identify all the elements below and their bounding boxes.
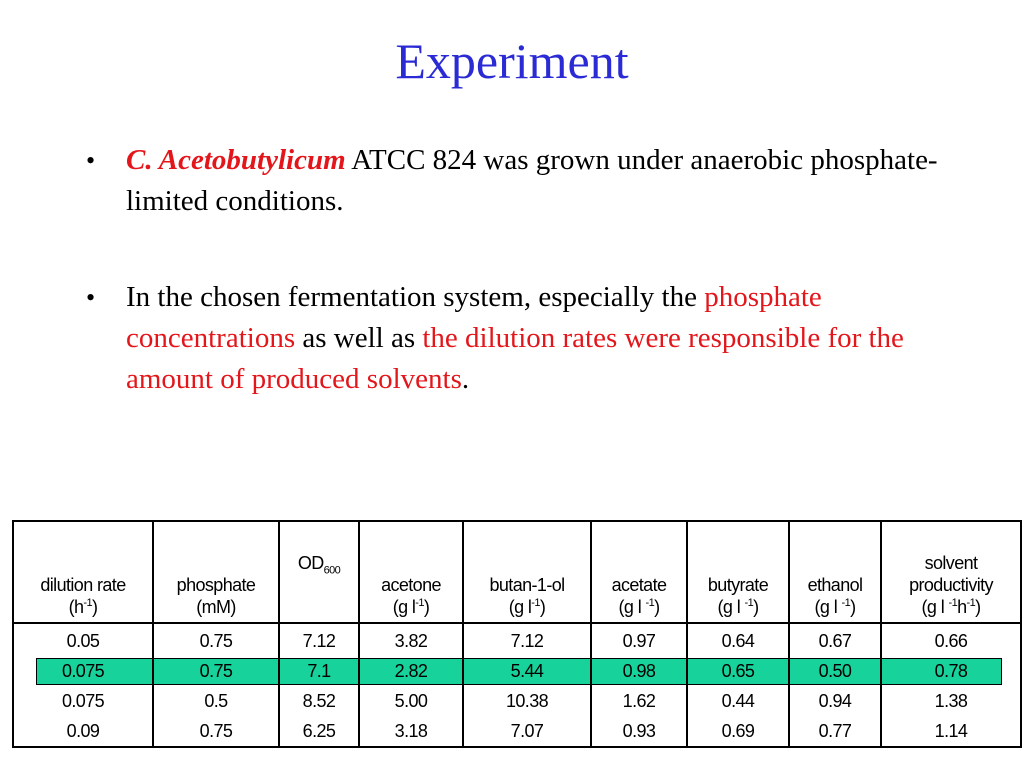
cell-solvent-productivity: 1.38 [881, 686, 1021, 716]
header-phosphate: phosphate (mM) [153, 521, 279, 623]
cell-acetate: 0.97 [591, 623, 687, 656]
cell-butyrate: 0.44 [687, 686, 789, 716]
header-solvent-productivity: solvent productivity (g l $^{-1}h^{-1}$) [881, 521, 1021, 623]
cell-ethanol: 0.67 [789, 623, 881, 656]
header-butyrate: butyrate (g l $^{-1}$) [687, 521, 789, 623]
emphasis-dilution: the dilution rates were responsible for the amount of produced solvents [126, 322, 904, 395]
bullet-item-organism [82, 140, 942, 222]
table-row-highlighted [13, 686, 1021, 716]
cell-butanol: 5.44 [463, 656, 591, 686]
cell-od600: 8.52 [279, 686, 359, 716]
bullet-text: ATCC 824 was grown under anaerobic phosphate-limited conditions. [126, 144, 938, 217]
cell-acetone: 3.18 [359, 716, 463, 747]
cell-phosphate: 0.75 [153, 716, 279, 747]
table-row [13, 623, 1021, 656]
cell-ethanol: 0.94 [789, 686, 881, 716]
table-row [13, 656, 1021, 686]
results-table [12, 520, 1022, 748]
results-table-container [12, 520, 1020, 748]
cell-phosphate: 0.5 [153, 686, 279, 716]
cell-acetate: 1.62 [591, 686, 687, 716]
cell-phosphate: 0.75 [153, 623, 279, 656]
cell-solvent-productivity: 1.14 [881, 716, 1021, 747]
slide-title: Experiment [395, 33, 629, 89]
cell-butyrate: 0.64 [687, 623, 789, 656]
bullet-marker: • [86, 283, 96, 312]
bullet-item-fermentation [82, 277, 942, 400]
header-acetone: acetone (g $l^{-1}$) [359, 521, 463, 623]
organism-name: C. Acetobutylicum [126, 144, 346, 176]
cell-ethanol: 0.77 [789, 716, 881, 747]
header-dilution-rate: dilution rate $(h^{-1})$ [13, 521, 153, 623]
cell-dilution-rate: 0.075 [13, 686, 153, 716]
cell-od600: 6.25 [279, 716, 359, 747]
table-header-row [13, 521, 1021, 623]
cell-solvent-productivity: 0.78 [881, 656, 1021, 686]
bullet-text: as well as [295, 322, 423, 354]
cell-butyrate: 0.69 [687, 716, 789, 747]
cell-acetone: 5.00 [359, 686, 463, 716]
cell-acetate: 0.98 [591, 656, 687, 686]
cell-solvent-productivity: 0.66 [881, 623, 1021, 656]
cell-butanol: 10.38 [463, 686, 591, 716]
table-row [13, 716, 1021, 747]
cell-butanol: 7.12 [463, 623, 591, 656]
cell-acetone: 3.82 [359, 623, 463, 656]
cell-butanol: 7.07 [463, 716, 591, 747]
bullet-text: . [461, 363, 470, 395]
header-od600: $OD_{600}$ [279, 521, 359, 623]
header-ethanol: ethanol (g l $^{-1}$) [789, 521, 881, 623]
cell-od600: 7.12 [279, 623, 359, 656]
cell-butyrate: 0.65 [687, 656, 789, 686]
cell-ethanol: 0.50 [789, 656, 881, 686]
bullet-text: In the chosen fermentation system, especially the [126, 281, 705, 313]
cell-phosphate: 0.75 [153, 656, 279, 686]
cell-acetate: 0.93 [591, 716, 687, 747]
header-acetate: acetate (g l $^{-1}$) [591, 521, 687, 623]
emphasis-phosphate: phosphate concentrations [126, 281, 822, 354]
bullet-list [82, 140, 942, 455]
cell-dilution-rate: 0.09 [13, 716, 153, 747]
cell-dilution-rate: 0.075 [13, 656, 153, 686]
bullet-marker: • [86, 146, 96, 175]
cell-acetone: 2.82 [359, 656, 463, 686]
header-butanol: butan-1-ol (g $l^{-1}$) [463, 521, 591, 623]
cell-od600: 7.1 [279, 656, 359, 686]
cell-dilution-rate: 0.05 [13, 623, 153, 656]
